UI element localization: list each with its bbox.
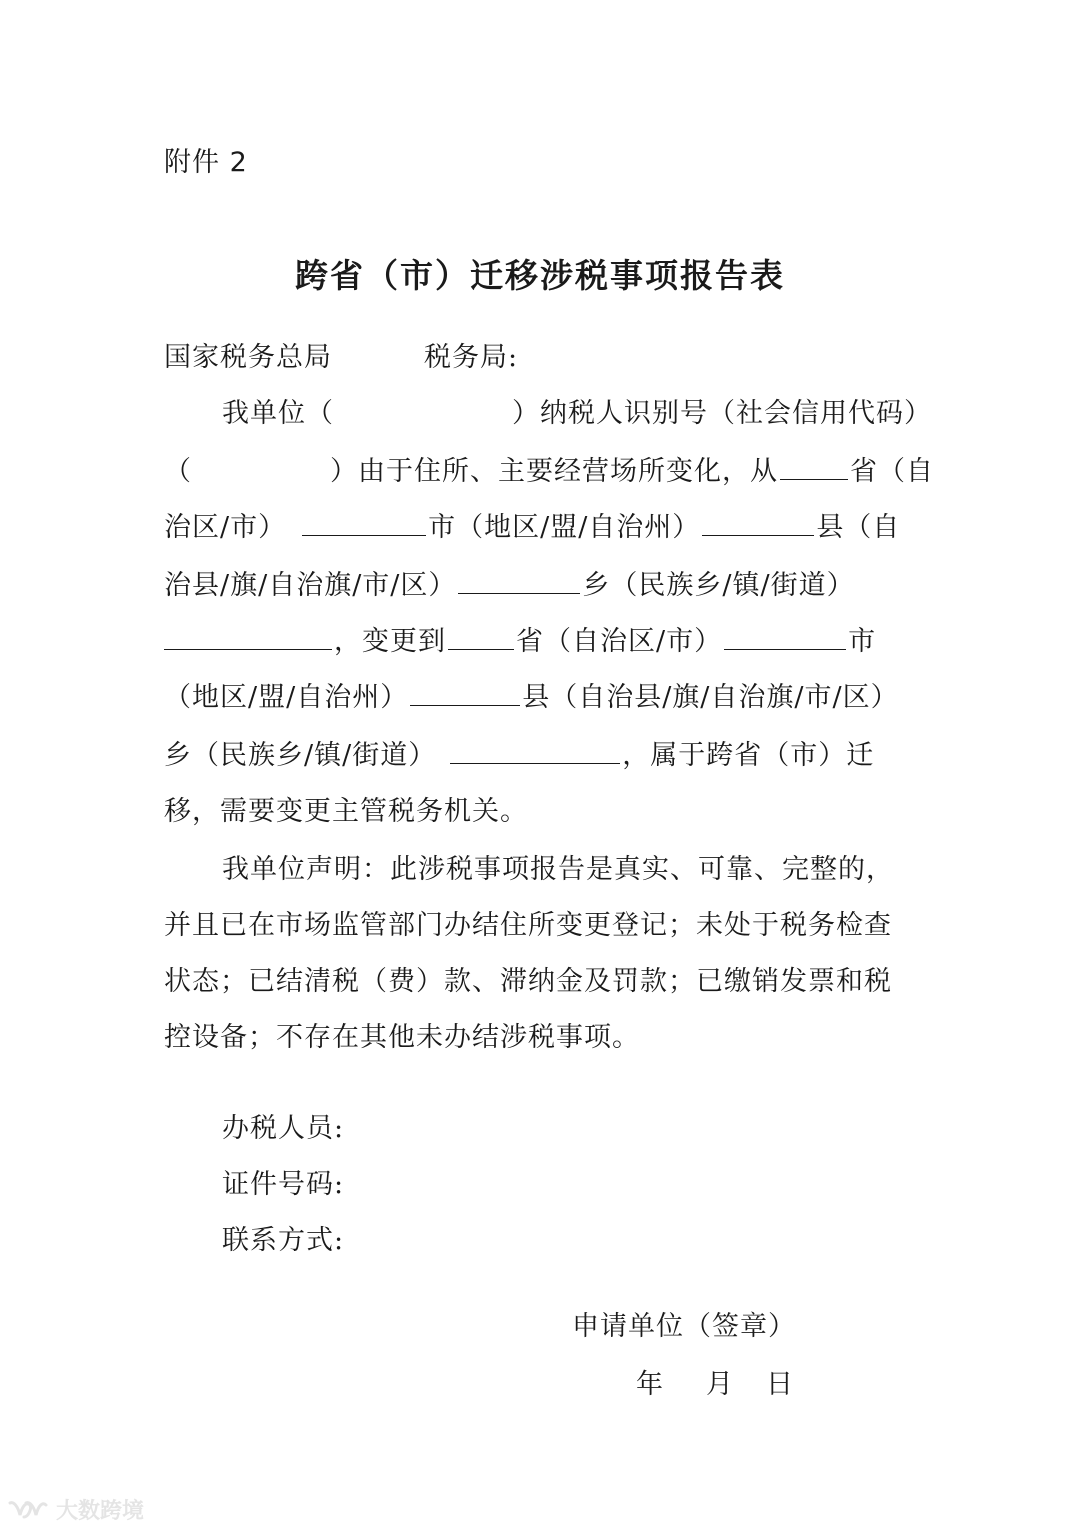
id-number-label: 证件号码: [222, 1169, 345, 1200]
para2-line4: 控设备；不存在其他未办结涉税事项。 [164, 1022, 640, 1053]
para1-line2: （ ）由于住所、主要经营场所变化，从 省（自 [164, 452, 916, 492]
address-part1: 国家税务总局 [164, 342, 332, 373]
address-line [164, 338, 916, 378]
contact-label: 联系方式: [222, 1225, 345, 1256]
watermark [6, 1494, 144, 1525]
to-county-blank[interactable] [410, 679, 520, 706]
from-town-blank[interactable] [458, 567, 580, 594]
para2-line2: 并且已在市场监管部门办结住所变更登记；未处于税务检查 [164, 910, 892, 941]
applicant-seal-label: 申请单位（签章） [572, 1311, 796, 1342]
para1-line5: ，变更到 省（自治区/市） 市 [164, 622, 916, 662]
from-city-blank[interactable] [302, 509, 426, 536]
para1-line8: 移，需要变更主管税务机关。 [164, 796, 528, 827]
date-month-label: 月 [706, 1369, 734, 1400]
to-province-blank[interactable] [448, 623, 514, 650]
para1-line3: 治区/市） 市（地区/盟/自治州） 县（自 [164, 508, 916, 548]
para1-line6: （地区/盟/自治州） 县（自治县/旗/自治旗/市/区） [164, 678, 916, 718]
document-title: 跨省（市）迁移涉税事项报告表 [295, 256, 785, 295]
para2-line1: 我单位声明：此涉税事项报告是真实、可靠、完整的， [222, 854, 894, 885]
para1-line7: 乡（民族乡/镇/街道） ，属于跨省（市）迁 [164, 736, 916, 776]
from-province-blank[interactable] [780, 453, 848, 480]
to-town-blank[interactable] [450, 737, 620, 764]
date-day-label: 日 [766, 1369, 794, 1400]
para1-line4: 治县/旗/自治旗/市/区） 乡（民族乡/镇/街道） [164, 566, 916, 606]
para2-line3: 状态；已结清税（费）款、滞纳金及罚款；已缴销发票和税 [164, 966, 892, 997]
date-year-label: 年 [636, 1369, 664, 1400]
address-part2: 税务局: [424, 342, 519, 373]
to-city-blank[interactable] [724, 623, 846, 650]
attachment-label: 附件 2 [164, 147, 248, 178]
from-street-blank[interactable] [164, 623, 332, 650]
from-county-blank[interactable] [702, 509, 814, 536]
watermark-text: 大数跨境 [56, 1499, 145, 1524]
handler-label: 办税人员: [222, 1113, 345, 1144]
wechat-channel-icon [6, 1497, 50, 1523]
para1-line1: 我单位（ ）纳税人识别号（社会信用代码） [222, 398, 932, 429]
